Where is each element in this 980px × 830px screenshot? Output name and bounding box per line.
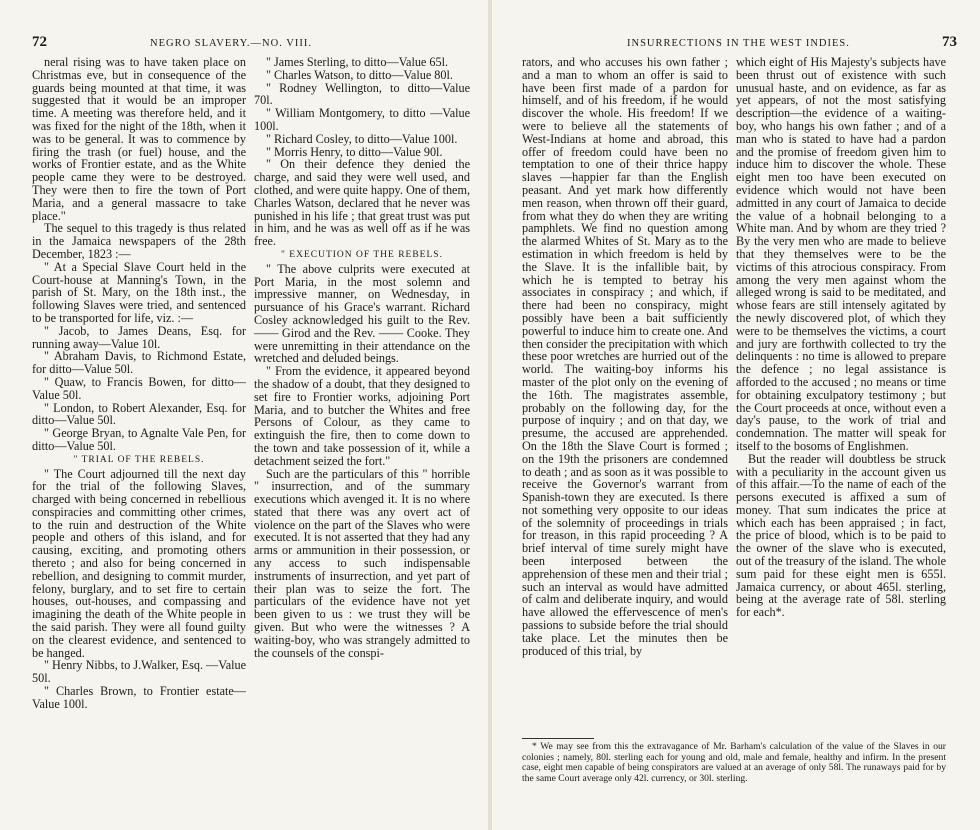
right-column-1: [522, 56, 728, 736]
right-column-2: [736, 56, 946, 736]
paragraph: The sequel to this tragedy is thus related in the Jamaica newspapers of the 28th December, 1823 :—: [32, 221, 246, 261]
paragraph: Such are the particulars of this " horrible " insurrection, and of the summary executions which avenged it. It is no where stated that there was any overt act of violence on the part of the Slaves who were executed. It is not asserted that they had any arms or ammunition in their possession, or any access to such indispensable instruments of insurrection, and yet part of their plan was to seize the fort. The particulars of the evidence have not yet been given to us : we trust they will be given. But who were the witnesses ? A waiting-boy, who was strangely admitted to the counsels of the conspi-: [254, 466, 470, 660]
paragraph: which eight of His Majesty's subjects have been thrust out of existence with such unusual haste, and on evidence, as far as yet appears, of not the most satisfying description—the evidence of a waiting-boy, who hangs his own father ; and of a man who is stated to have had a pardon and the promise of freedom given him to induce him to discover the whole. These eight men too have been executed on evidence which would not have been admitted in any court of Jamaica to decide the value of a hobnail belonging to a White man. And by whom are they tried ? By the very men who are made to believe that they themselves were to be the victims of this atrocious conspiracy. From among the very men against whom the alleged wrong is said to be meditated, and whose fears are still intensely agitated by the newly discovered plot, of which they were to be themselves the victims, a court and jury are forthwith collected to try the delinquents : no time is allowed to prepare the defence ; no legal assistance is afforded to the accused ; no means or time for obtaining exculpatory testimony ; but the Court proceeds at once, without even a day's pause, to the work of trial and condemnation. The matter will speak for itself to the bosoms of Englishmen.: [736, 56, 946, 453]
paragraph: " The Court adjourned till the next day for the trial of the following Slaves, charged with being concerned in rebellious conspiracies and committing other crimes, to the ruin and destruction of the White people and others of this island, and for causing, exciting, and promoting others thereto ; and also for being concerned in rebellion, and designing to commit murder, felony, burglary, and to set fire to certain houses, out-houses, and compassing and imagining the death of the White people in the said parish. They were all found guilty on the clearest evidence, and sentenced to be hanged.: [32, 466, 246, 660]
paragraph: " Quaw, to Francis Bowen, for ditto—Value 50l.: [32, 374, 246, 402]
paragraph: " At a Special Slave Court held in the Court-house at Manning's Town, in the parish of St. Mary, on the 18th inst., the following Slaves were tried, and sentenced to be transported for life, viz. :—: [32, 259, 246, 325]
paragraph: " Charles Watson, to ditto—Value 80l.: [266, 67, 453, 82]
left-column-2: [254, 56, 470, 659]
section-heading: " TRIAL OF THE REBELS.: [73, 454, 205, 465]
paragraph: But the reader will doubtless be struck with a peculiarity in the account given us of this affair.—To the name of each of the persons executed is affixed a sum of money. That sum indicates the price at which each has been appraised ; in fact, the price of blood, which is to be paid to the owner of the slave who is executed, out of the treasury of the island. The whole sum paid for these eight men is 655l. Jamaica currency, or about 465l. sterling, being at the average rate of 58l. sterling for each*.: [736, 451, 946, 620]
footnote: * We may see from this the extravagance of Mr. Barham's calculation of the value of the Slaves in our colonies ; namely, 80l. sterling each for young and old, male and female, healthy and infirm. In the present case, eight men capable of being conspirators are valued at an average of only 58l. The runaways paid for by the same Court average only 42l. currency, or 30l. sterling.: [522, 741, 946, 784]
paragraph: neral rising was to have taken place on Christmas eve, but in consequence of the guards being mounted at that time, it was suggested that it would be an improper time. A meeting was therefore held, and it was fixed for the night of the 18th, when it was to be general. It was to commence by firing the trash (or fuel) house, and the works of Frontier estate, and as the White people came they were to be destroyed. They were then to fire the town of Port Maria, and a general massacre to take place.": [32, 55, 246, 223]
paragraph: " On their defence they denied the charge, and said they were well used, and clothed, and were quite happy. One of them, Charles Watson, declared that he never was punished in his life ; that great trust was put in him, and he was as well off as if he was free.: [254, 157, 470, 249]
page-number: 72: [32, 34, 47, 50]
right-page: [492, 0, 980, 830]
footnote-rule: [522, 738, 594, 739]
page-number: 73: [942, 34, 957, 50]
paragraph: " Abraham Davis, to Richmond Estate, for ditto—Value 50l.: [32, 349, 246, 377]
paragraph: " William Montgomery, to ditto —Value 100l.: [254, 106, 470, 133]
paragraph: " Richard Cosley, to ditto—Value 100l.: [266, 131, 458, 146]
running-head: INSURRECTIONS IN THE WEST INDIES.: [627, 38, 850, 49]
paragraph: " Morris Henry, to ditto—Value 90l.: [266, 144, 443, 159]
paragraph: rators, and who accuses his own father ; and a man to whom an offer is said to have been first made of a pardon for himself, and of his freedom, if he would discover the whole. His freedom! If we were to believe all the statements of West-Indians at home and abroad, this offer of freedom could have been no temptation to one of their thrice happy slaves —happier far than the English peasant. And yet mark how differently men reason, when thrown off their guard, from what they do when they are writing pamphlets. We find no question among the alarmed Whites of St. Mary as to the estimation in which freedom is held by the Slave. It is the infallible bait, by which he is tempted to betray his associates in conspiracy ; and which, if there had been no conspiracy, might possibly have been a bait sufficiently powerful to induce him to create one. And then consider the precipitation with which these poor wretches are hurried out of the world. The waiting-boy informs his master of the plot only on the evening of the 16th. The magistrates assemble, probably on the following day, for the purpose of inquiry ; and on that day, we presume, the accused are apprehended. On the 18th the Slave Court is formed ; on the 19th the prisoners are condemned to death ; and as soon as it was possible to receive the Governor's warrant from Spanish-town they are executed. Is there not something very opposite to our ideas of the solemnity of proceedings in trials for treason, in this rapid proceeding ? A brief interval of time surely might have been interposed between the apprehension of these men and their trial ; such an interval as would have admitted of calm and deliberate inquiry, and would have allowed the effervescence of men's passions to subside before the trial should take place. Let the minutes then be produced of this trial, by: [522, 56, 728, 658]
paragraph: " Charles Brown, to Frontier estate—Value 100l.: [32, 684, 246, 711]
running-head: NEGRO SLAVERY.—NO. VIII.: [150, 38, 312, 49]
paragraph: " Rodney Wellington, to ditto—Value 70l.: [254, 80, 470, 108]
paragraph: " From the evidence, it appeared beyond the shadow of a doubt, that they designed to set fire to Frontier works, adjoining Port Maria, and to butcher the Whites and free Persons of Colour, as they came to extinguish the fire, then to come down to the town and take possession of it, while a detachment seized the fort.": [254, 364, 470, 468]
paragraph: " Jacob, to James Deans, Esq. for running away—Value 10l.: [32, 323, 246, 351]
paragraph: " Henry Nibbs, to J.Walker, Esq. —Value 50l.: [32, 658, 246, 686]
paragraph: " The above culprits were executed at Port Maria, in the most solemn and impressive manner, on Wednesday, in pursuance of his Grace's warrant. Richard Cosley acknowledged his guilt to the Rev. —— Girod and the Rev. —— Cooke. They were unremitting in their attendance on the wretched and deluded beings.: [254, 261, 470, 366]
section-heading: " EXECUTION OF THE REBELS.: [281, 249, 443, 260]
paragraph: " James Sterling, to ditto—Value 65l.: [266, 55, 449, 69]
left-page: [0, 0, 488, 830]
paragraph: " London, to Robert Alexander, Esq. for ditto—Value 50l.: [32, 400, 246, 428]
paragraph: " George Bryan, to Agnalte Vale Pen, for ditto—Value 50l.: [32, 426, 246, 453]
left-column-1: [32, 56, 246, 711]
